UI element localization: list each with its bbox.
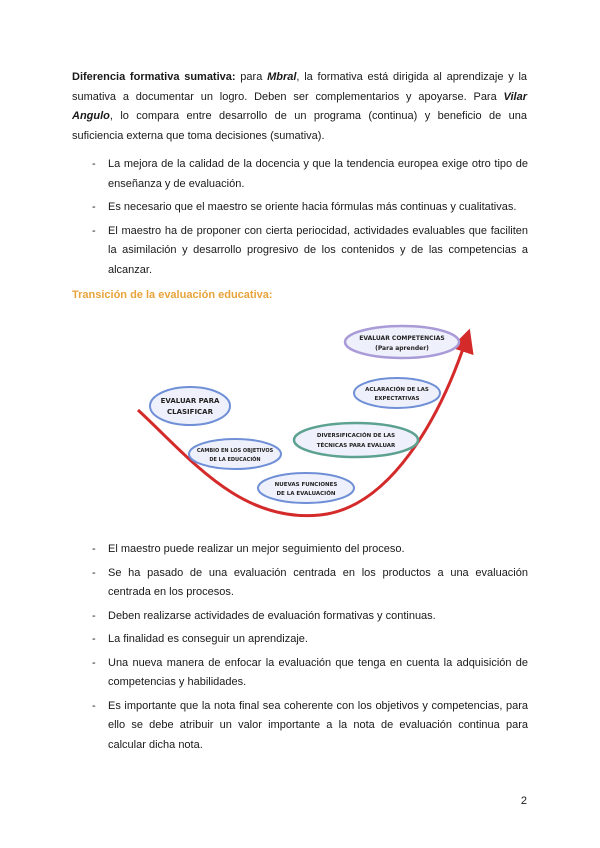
- bubble-label: EXPECTATIVAS: [374, 396, 420, 402]
- intro-lead: Diferencia formativa sumativa:: [72, 71, 236, 83]
- bubble-evaluar-competencias: [345, 326, 459, 358]
- list-item: - La finalidad es conseguir un aprendizaje.: [72, 630, 528, 650]
- list-item: - Es necesario que el maestro se oriente hacia fórmulas más continuas y cualitativas.: [72, 198, 528, 218]
- list-item: - Deben realizarse actividades de evaluación formativas y continuas.: [72, 607, 528, 627]
- list-item: - Es importante que la nota final sea coherente con los objetivos y competencias, para ello se debe atribuir un valor importante a la nota de evaluación continua para calcular dicha nota.: [72, 697, 528, 756]
- bubble-label: DE LA EDUCACIÓN: [209, 457, 261, 463]
- bubble-label: EVALUAR COMPETENCIAS: [359, 335, 445, 342]
- section-title: Transición de la evaluación educativa:: [72, 289, 273, 301]
- author-vilar-angulo: Vilar Angulo: [72, 90, 527, 122]
- bubble-label: EVALUAR PARA: [160, 397, 220, 405]
- intro-text-2: , la formativa está dirigida al aprendizaje y la sumativa a documentar un logro. Deben ser complementarios y apoyarse. Para: [72, 71, 527, 103]
- bubble-label: ACLARACIÓN DE LAS: [365, 387, 429, 393]
- bubble-label: CAMBIO EN LOS OBJETIVOS: [196, 448, 274, 454]
- intro-text-1: para: [235, 71, 268, 83]
- bubble-label: TÉCNICAS PARA EVALUAR: [316, 443, 396, 449]
- bullet-list-1: [72, 155, 528, 284]
- intro-text-3: , lo compara entre desarrollo de un programa (continua) y beneficio de una suficiencia externa que toma decisiones (sumativa).: [72, 110, 527, 142]
- page-number: 2: [520, 795, 527, 807]
- list-item: - La mejora de la calidad de la docencia y que la tendencia europea exige otro tipo de enseñanza y de evaluación.: [72, 155, 528, 194]
- bubble-label: (Para aprender): [375, 345, 429, 352]
- bubble-diversificacion: [294, 423, 418, 457]
- bubble-cambio-objetivos: [189, 439, 281, 469]
- list-item: - Se ha pasado de una evaluación centrada en los productos a una evaluación centrada en los procesos.: [72, 564, 528, 603]
- intro-paragraph: [72, 68, 527, 146]
- list-item: - El maestro ha de proponer con cierta periocidad, actividades evaluables que faciliten la asimilación y desarrollo progresivo de los contenidos y de las competencias a alcanzar.: [72, 222, 528, 281]
- evaluation-transition-diagram: [120, 318, 480, 533]
- bubble-evaluar-clasificar: [150, 387, 230, 425]
- bullet-list-2: [72, 540, 528, 759]
- bubble-label: DE LA EVALUACIÓN: [276, 491, 336, 497]
- author-mbral: Mbral: [267, 71, 297, 83]
- list-item: - Una nueva manera de enfocar la evaluación que tenga en cuenta la adquisición de competencias y habilidades.: [72, 654, 528, 693]
- bubble-label: NUEVAS FUNCIONES: [274, 482, 338, 488]
- bubble-label: DIVERSIFICACIÓN DE LAS: [316, 433, 396, 439]
- bubble-aclaracion: [354, 378, 440, 408]
- bubble-nuevas-funciones: [258, 473, 354, 503]
- bubble-label: CLASIFICAR: [167, 408, 213, 416]
- list-item: - El maestro puede realizar un mejor seguimiento del proceso.: [72, 540, 528, 560]
